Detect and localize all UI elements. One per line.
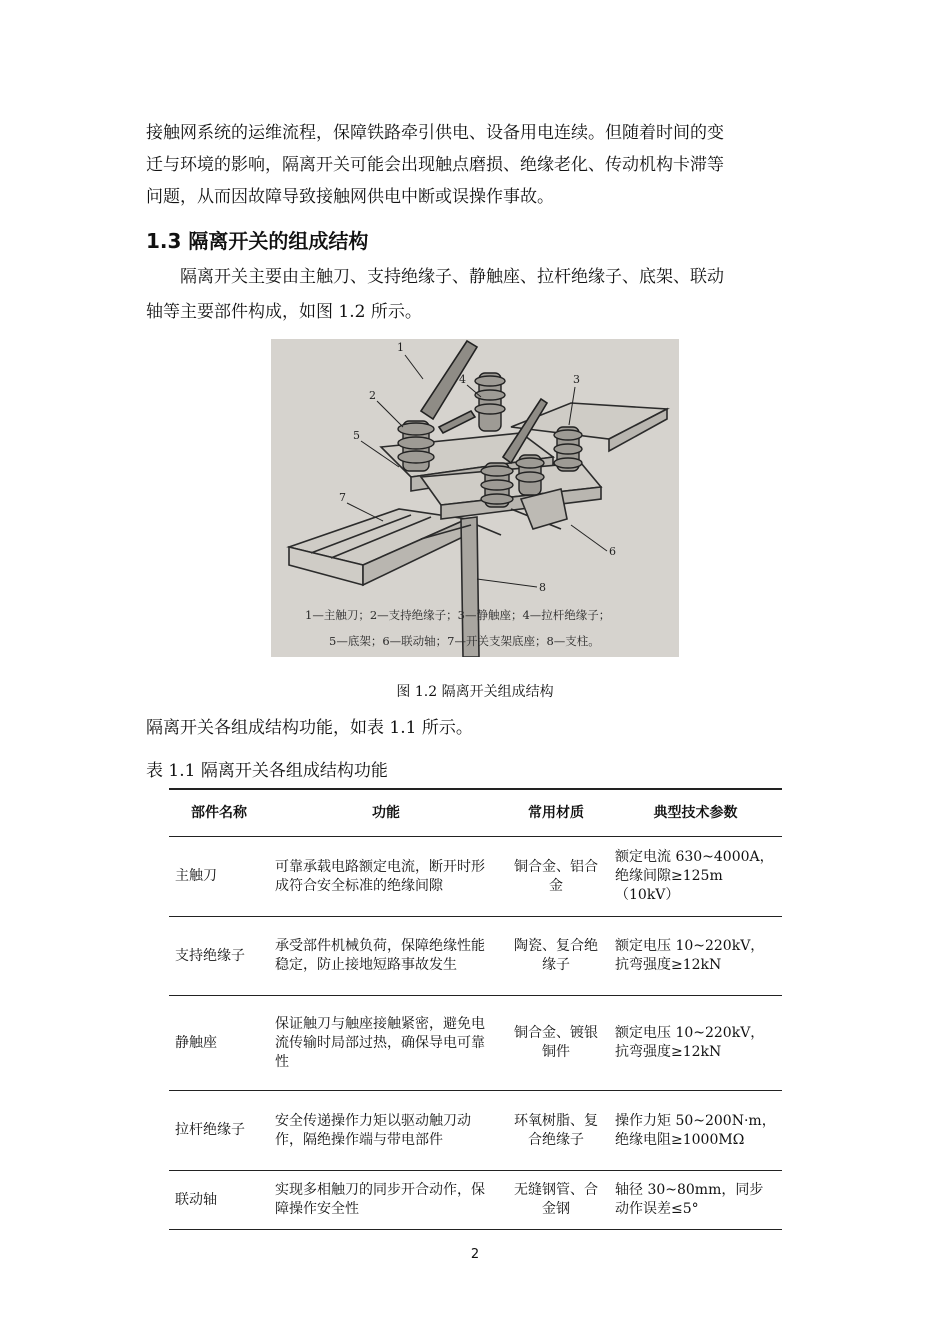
header-function: 功能 (269, 789, 503, 837)
part-number-7: 7 (339, 491, 346, 504)
cell-function: 可靠承载电路额定电流，断开时形成符合安全标准的绝缘间隙 (269, 837, 503, 917)
table-row (169, 1171, 782, 1230)
figure-legend-line-1: 1—主触刀；2—支持绝缘子；3—静触座；4—拉杆绝缘子； (305, 608, 611, 622)
cell-material: 铜合金、铝合金 (503, 837, 609, 917)
components-table (169, 788, 782, 1230)
table-row (169, 837, 782, 917)
part-number-2: 2 (369, 389, 376, 402)
section-heading: 1.3 隔离开关的组成结构 (146, 229, 369, 253)
page-number: 2 (470, 1247, 480, 1262)
part-number-6: 6 (609, 545, 616, 558)
intro-line-3: 问题，从而因故障导致接触网供电中断或误操作事故。 (146, 187, 554, 207)
figure-illustration (271, 339, 679, 657)
intro-line-2: 迁与环境的影响，隔离开关可能会出现触点磨损、绝缘老化、传动机构卡滞等 (146, 155, 724, 175)
cell-function: 承受部件机械负荷，保障绝缘性能稳定，防止接地短路事故发生 (269, 917, 503, 996)
table-title: 表 1.1 隔离开关各组成结构功能 (146, 761, 388, 781)
cell-function: 实现多相触刀的同步开合动作，保障操作安全性 (269, 1171, 503, 1230)
table-header-row (169, 789, 782, 837)
header-material: 常用材质 (503, 789, 609, 837)
part-number-5: 5 (353, 429, 360, 442)
header-part-name: 部件名称 (169, 789, 269, 837)
cell-material: 陶瓷、复合绝缘子 (503, 917, 609, 996)
part-number-3: 3 (573, 373, 580, 386)
cell-parameters: 额定电流 630~4000A，绝缘间隙≥125m（10kV） (609, 837, 782, 917)
cell-part-name: 联动轴 (169, 1171, 269, 1230)
disconnect-switch-figure (271, 339, 679, 657)
part-number-8: 8 (539, 581, 546, 594)
header-parameters: 典型技术参数 (609, 789, 782, 837)
cell-parameters: 操作力矩 50~200N·m，绝缘电阻≥1000MΩ (609, 1091, 782, 1171)
figure-caption: 图 1.2 隔离开关组成结构 (396, 684, 554, 700)
cell-material: 铜合金、镀银铜件 (503, 996, 609, 1091)
cell-parameters: 额定电压 10~220kV，抗弯强度≥12kN (609, 917, 782, 996)
cell-material: 无缝钢管、合金钢 (503, 1171, 609, 1230)
cell-parameters: 轴径 30~80mm，同步动作误差≤5° (609, 1171, 782, 1230)
part-number-1: 1 (397, 341, 404, 354)
cell-function: 保证触刀与触座接触紧密，避免电流传输时局部过热，确保导电可靠性 (269, 996, 503, 1091)
section-para-line-2: 轴等主要部件构成，如图 1.2 所示。 (146, 302, 422, 322)
cell-part-name: 拉杆绝缘子 (169, 1091, 269, 1171)
cell-part-name: 支持绝缘子 (169, 917, 269, 996)
table-row (169, 1091, 782, 1171)
section-para-line-1: 隔离开关主要由主触刀、支持绝缘子、静触座、拉杆绝缘子、底架、联动 (180, 267, 724, 287)
cell-part-name: 主触刀 (169, 837, 269, 917)
cell-parameters: 额定电压 10~220kV，抗弯强度≥12kN (609, 996, 782, 1091)
cell-function: 安全传递操作力矩以驱动触刀动作，隔绝操作端与带电部件 (269, 1091, 503, 1171)
table-row (169, 996, 782, 1091)
figure-legend-line-2: 5—底架；6—联动轴；7—开关支架底座；8—支柱。 (329, 634, 600, 648)
table-row (169, 917, 782, 996)
part-number-4: 4 (459, 373, 466, 386)
intro-line-1: 接触网系统的运维流程，保障铁路牵引供电、设备用电连续。但随着时间的变 (146, 123, 724, 143)
cell-part-name: 静触座 (169, 996, 269, 1091)
table-intro: 隔离开关各组成结构功能，如表 1.1 所示。 (146, 718, 473, 738)
cell-material: 环氧树脂、复合绝缘子 (503, 1091, 609, 1171)
